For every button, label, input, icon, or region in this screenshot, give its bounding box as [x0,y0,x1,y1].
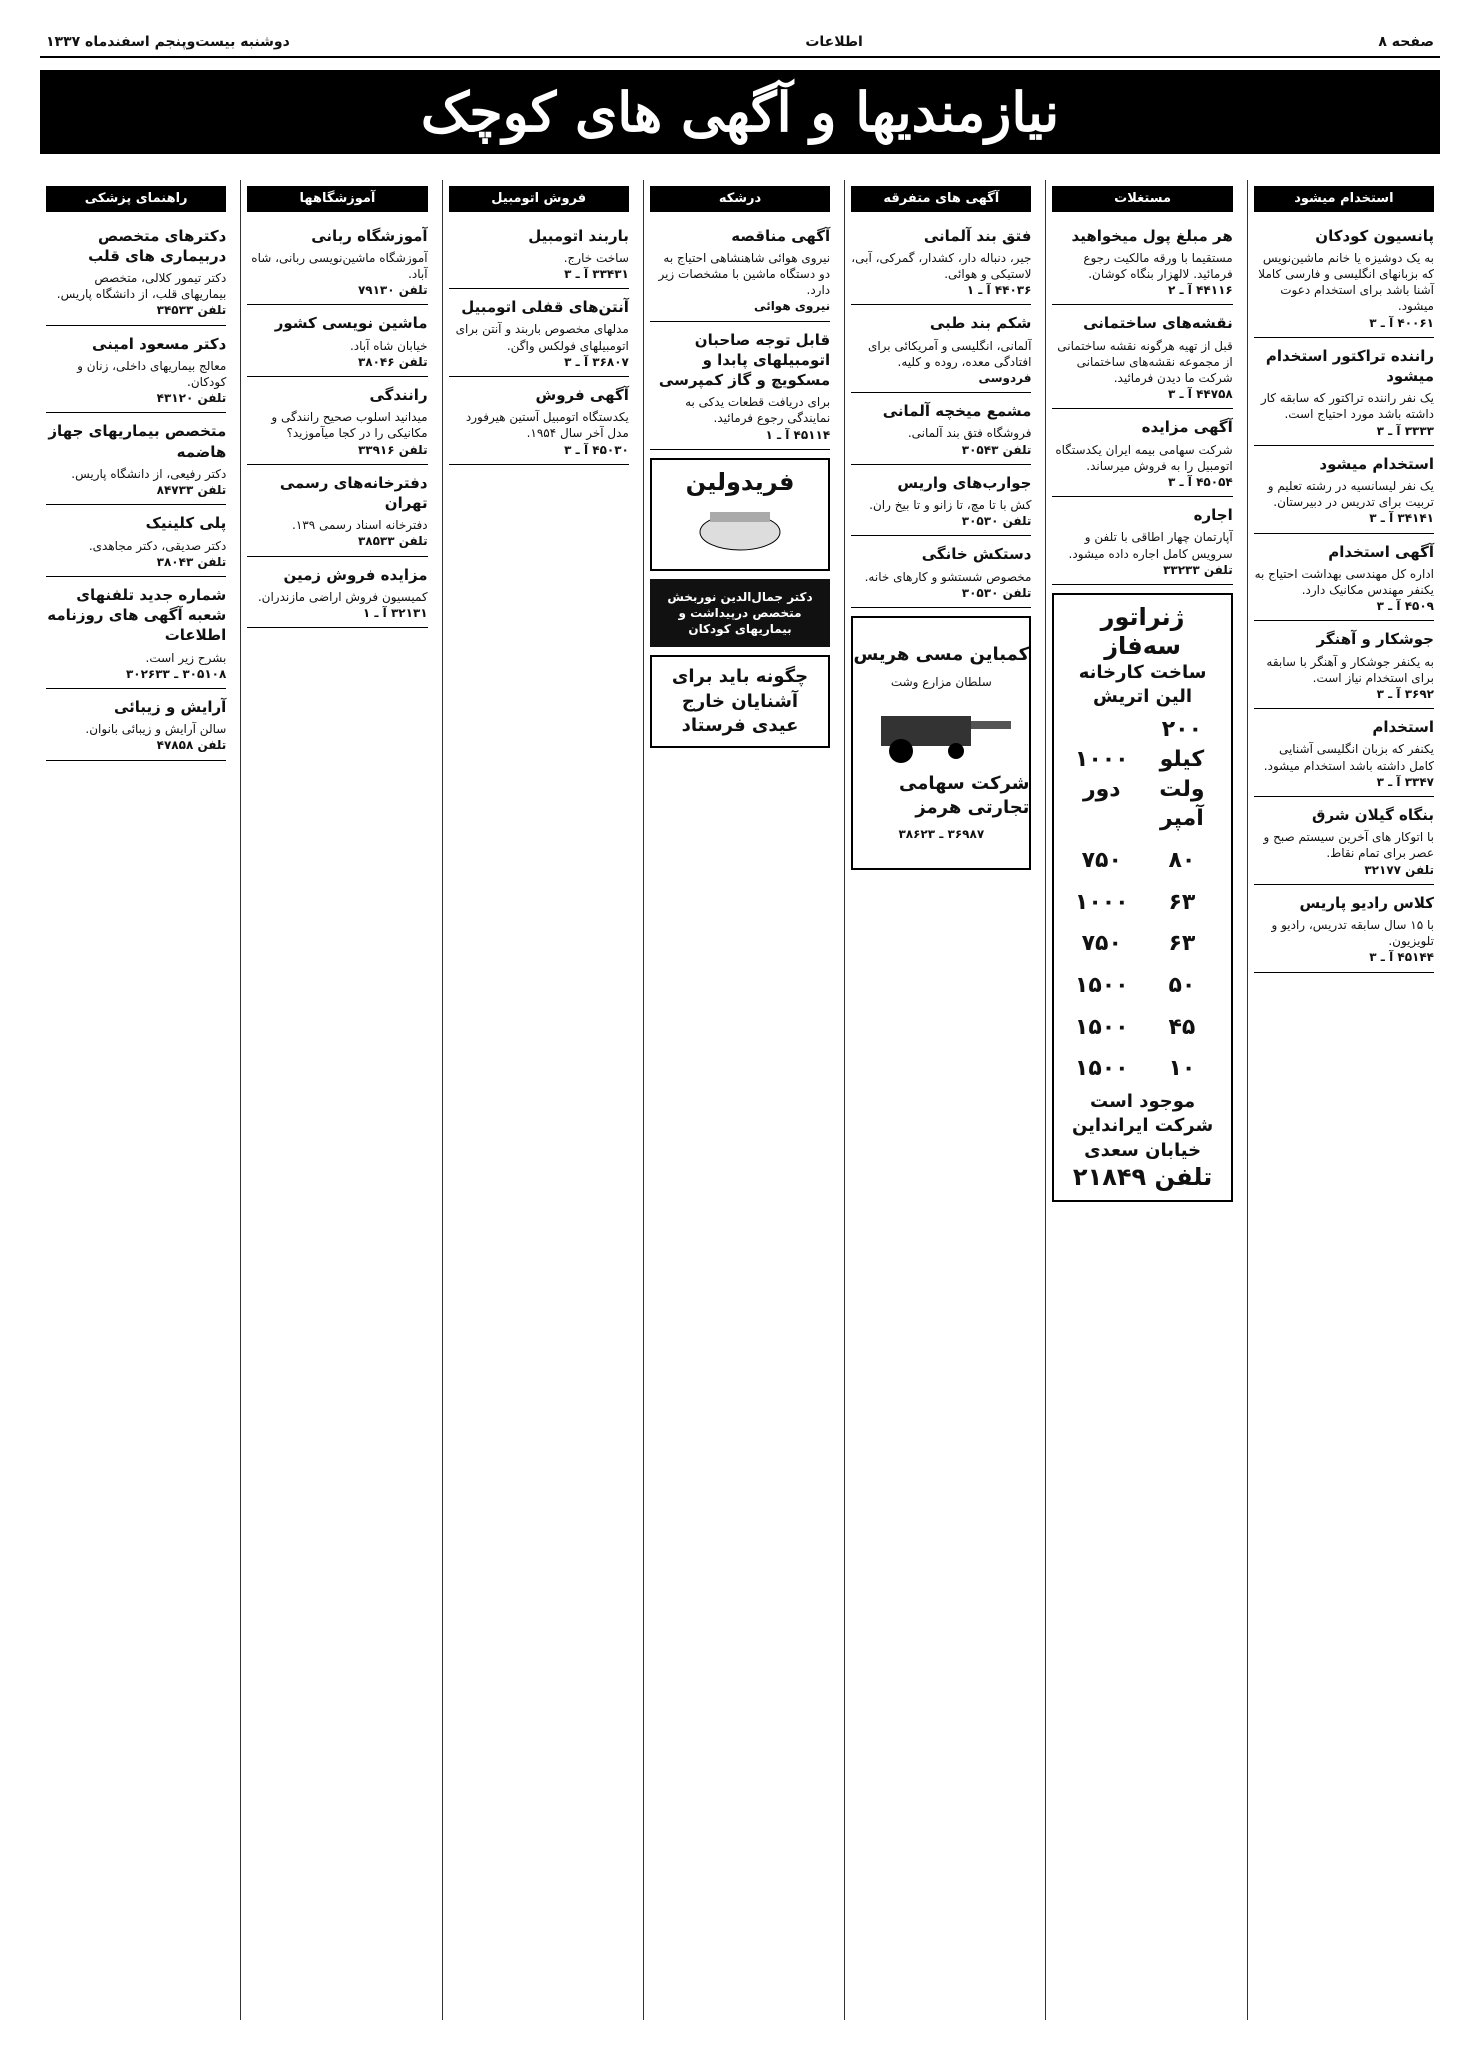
ad-block [449,218,629,290]
page-number: صفحه ۸ [1378,34,1434,50]
ad-phone: تلفن ۳۳۹۱۶ [357,442,428,457]
ad-title: آگهی مزایده [1141,418,1233,437]
table-cell: ۸۰ [1168,847,1196,873]
ad-block [247,305,427,377]
ad-block [1052,218,1232,306]
ad-phone: تلفن ۳۰۵۴۳ [961,442,1032,457]
generator-phone: تلفن ۲۱۸۴۹ [1072,1162,1213,1191]
generator-table [1062,709,1222,1090]
table-cell: ۶۳ [1168,889,1196,915]
ad-block [46,218,226,326]
ad-text: دکتر صدیقی، دکتر مجاهدی. [88,538,227,553]
generator-ad [1052,593,1232,1202]
ad-phone: فردوسی [978,370,1032,385]
doctor-ad [650,579,830,648]
ad-phone: تلفن ۴۷۸۵۸ [156,738,227,753]
ad-phone: تلفن ۷۹۱۳۰ [357,283,428,298]
column-cars [442,180,635,2020]
ad-phone: تلفن ۳۰۵۳۰ [961,514,1032,529]
ad-phone: تلفن ۴۳۱۲۰ [156,391,227,406]
ad-title: قابل توجه صاحبان اتومبیلهای پابدا و مسکویچ و گاز کمپرسی [658,330,831,390]
table-cell: ۱۰۰۰ [1074,889,1129,915]
ad-title: کلاس رادیو پاریس [1299,893,1434,912]
ad-block [1052,409,1232,497]
ad-title: ماشین نویسی کشور [274,314,428,333]
ad-block [1254,709,1434,797]
ad-block [1254,621,1434,709]
column-real-estate [1045,180,1238,2020]
ad-block [1254,797,1434,885]
ad-block [851,393,1031,465]
table-cell: ۷۵۰ [1081,931,1122,957]
ad-phone: ۳۳۴۳۱ آ ـ ۳ [564,266,629,281]
ad-text: اداره کل مهندسی بهداشت احتیاج به یکنفر مهندس مکانیک دارد. [1254,566,1434,598]
ad-text: معالج بیماریهای داخلی، زنان و کودکان. [77,358,227,390]
ad-text: با اتوکار های آخرین سیستم صبح و عصر برای تمام نقاط. [1263,830,1434,861]
column-head: استخدام میشود [1254,186,1434,212]
ad-phone: ۳۴۱۴۱ آ ـ ۳ [1369,511,1434,526]
ad-title: آنتن‌های قفلی اتومبیل [461,298,629,317]
ad-block [650,218,830,322]
abroad-title: چگونه باید برای آشنایان خارج عیدی فرستاد [671,666,809,736]
ad-block [247,465,427,557]
ad-phone: تلفن ۳۰۵۳۰ [961,585,1032,600]
ad-phone: ۳۲۱۳۱ آ ـ ۱ [362,606,428,621]
ad-block [851,465,1031,537]
ad-title: متخصص بیماریهای جهاز هاضمه [48,422,227,461]
ad-block [46,689,226,761]
ad-text: نیروی هوائی شاهنشاهی احتیاج به دو دستگاه ماشین با مشخصات زیر دارد. [658,250,831,298]
abroad-ad [650,655,830,748]
ad-text: برای دریافت قطعات یدکی به نمایندگی رجوع فرمائید. [685,395,831,426]
ad-title: جوشکار و آهنگر [1316,630,1434,649]
ad-phone: تلفن ۳۸۰۴۳ [156,554,227,569]
ad-text: دکتر رفیعی، از دانشگاه پاریس. [71,466,227,481]
ad-title: دستکش خانگی [921,545,1032,564]
column-head: آموزشگاهها [247,186,427,212]
ad-text: به یک دوشیزه یا خانم ماشین‌نویس که بزبانهای انگلیسی و فارسی کاملا آشنا باشد برای استخدام دعوت میشود. [1258,250,1434,314]
ad-block [247,377,427,465]
ad-text: یکدستگاه اتومبیل آستین هیرفورد مدل آخر سال ۱۹۵۴. [465,410,629,441]
table-header-cell: ۲۰۰ کیلو ولت آمپر [1159,717,1205,832]
ad-phone: ۳۶۸۰۷ آ ـ ۳ [564,354,629,369]
doctor-subtitle: متخصص درپیداشت و بیماریهای کودکان [678,606,802,637]
fridolin-title: فریدولین [685,467,795,496]
ad-block [449,289,629,377]
ad-title: بنگاه گیلان شرق [1312,806,1434,825]
ad-text: یک نفر لیسانسیه در رشته تعلیم و تربیت برای تدریس در دبیرستان. [1267,479,1434,510]
ad-text: یک نفر راننده تراکتور که سابقه کار داشته باشد مورد احتیاج است. [1260,391,1434,422]
ad-text: مدلهای مخصوص باربند و آنتن برای اتومبیلهای فولکس واگن. [455,322,629,353]
ad-block [851,218,1031,306]
ad-title: جوارب‌های واریس [897,473,1032,492]
ad-text: به یکنفر جوشکار و آهنگر با سابقه برای استخدام نیاز است. [1266,654,1434,685]
table-cell: ۵۰ [1168,972,1196,998]
harvester-subtitle: سلطان مزارع وشت [890,674,992,689]
ad-text: بشرح زیر است. [145,650,227,665]
ad-title: آگهی فروش [535,385,629,404]
ad-phone: ۴۵۱۴۴ آ ـ ۳ [1369,950,1434,965]
ad-block [851,536,1031,608]
ad-text: آلمانی، انگلیسی و آمریکائی برای افتادگی معده، روده و کلیه. [867,338,1032,369]
ad-title: آگهی استخدام [1328,542,1434,561]
ad-text: دفترخانه اسناد رسمی ۱۳۹. [292,518,428,533]
ad-phone: ۴۴۰۳۶ آ ـ ۱ [966,283,1032,298]
ad-title: دکتر مسعود امینی [92,334,227,353]
ad-phone: تلفن ۳۸۵۳۳ [357,534,428,549]
ad-block [650,322,830,450]
ad-phone: ۴۵۰۳۰ آ ـ ۳ [564,442,629,457]
ad-phone: ۴۵۱۱۴ آ ـ ۱ [765,427,831,442]
ad-block [1254,534,1434,622]
column-misc [844,180,1037,2020]
generator-subtitle: ساخت کارخانه الین اتریش [1078,661,1207,707]
ad-title: باربند اتومبیل [528,226,629,245]
ad-title: شکم بند طبی [929,314,1032,333]
ad-text: مستقیما با ورقه مالکیت رجوع فرمائید. لالهزار بنگاه کوشان. [1083,250,1233,281]
ad-title: آموزشگاه ربانی [311,226,428,245]
ad-phone: ۴۵۰۵۴ آ ـ ۳ [1168,474,1233,489]
ad-text: مخصوص شستشو و کارهای خانه. [864,569,1032,584]
columns [40,180,1440,2020]
generator-company: شرکت ایرانداین خیابان سعدی [1071,1115,1214,1161]
ad-text: ساخت خارج. [563,250,629,265]
ad-text: شرکت سهامی بیمه ایران یکدستگاه اتومبیل را به فروش میرساند. [1055,442,1233,473]
newspaper-page [40,30,1440,2020]
column-schools [240,180,433,2020]
table-cell: ۴۵ [1168,1014,1196,1040]
ad-title: پلی کلینیک [145,514,227,533]
ad-title: پانسیون کودکان [1315,226,1434,245]
doctor-name: دکتر جمال‌الدین نوربخش [667,589,813,604]
company-phones: ۳۶۹۸۷ ـ ۳۸۶۲۳ [898,827,985,842]
ad-text: قبل از تهیه هرگونه نقشه ساختمانی از مجموعه نقشه‌های ساختمانی شرکت ما دیدن فرمائید. [1057,338,1233,385]
ad-block [46,326,226,414]
ad-title: مزایده فروش زمین [283,565,428,584]
ad-title: اجاره [1193,506,1233,525]
ad-phone: تلفن ۳۴۵۳۳ [156,303,227,318]
newspaper-name: اطلاعات [805,34,863,50]
table-header-cell: ۱۰۰۰ دور [1074,746,1129,802]
ad-phone: ۴۴۷۵۸ آ ـ ۳ [1168,387,1233,402]
ad-text: آموزشگاه ماشین‌نویسی ربانی، شاه آباد. [251,250,428,281]
ad-title: دکترهای متخصص دربیماری های قلب [88,226,227,265]
ad-block [449,377,629,465]
ad-text: سالن آرایش و زیبائی بانوان. [85,722,227,737]
ad-text: آپارتمان چهار اطاقی با تلفن و سرویس کامل اجاره داده میشود. [1068,530,1233,561]
harvester-ad [851,616,1031,870]
ad-title: هر مبلغ پول میخواهید [1071,226,1233,245]
ad-phone: ۴۴۱۱۶ آ ـ ۲ [1168,283,1233,298]
company-name: شرکت سهامی تجارتی هرمز [899,772,1030,819]
ad-text: خیابان شاه آباد. [349,338,428,353]
page-header [40,30,1440,58]
ad-phone: ۳۶۹۲ آ ـ ۳ [1376,687,1434,702]
ad-block [1254,218,1434,338]
ad-title: استخدام [1372,718,1434,737]
ad-phone: تلفن ۳۲۱۷۷ [1364,862,1434,877]
ad-block [247,218,427,306]
generator-title: ژنراتور سه‌فاز [1100,602,1185,660]
ad-block [1254,885,1434,973]
table-cell: ۱۵۰۰ [1074,1014,1129,1040]
ad-phone: تلفن ۸۴۷۳۳ [156,483,227,498]
fridolin-ad [650,458,830,571]
ad-text: جیر، دنباله دار، کشدار، گمرکی، آبی، لاستیکی و هوائی. [851,250,1032,281]
table-cell: ۱۵۰۰ [1074,1056,1129,1082]
ad-block [1052,497,1232,585]
ad-block [1254,446,1434,534]
ad-title: راننده تراکتور استخدام میشود [1265,346,1434,385]
ad-block [851,305,1031,393]
ad-phone: ۳۳۴۷ آ ـ ۳ [1376,774,1434,789]
column-medical [40,180,232,2020]
banner-title: نیازمندیها و آگهی های کوچک [420,80,1060,144]
column-head: راهنمای پزشکی [46,186,226,212]
ad-title: فتق بند آلمانی [923,226,1032,245]
ad-block [1254,338,1434,446]
ad-title: آگهی مناقصه [731,226,831,245]
column-head: فروش اتومبیل [449,186,629,212]
ad-title: دفترخانه‌های رسمی تهران [279,473,428,513]
ad-title: رانندگی [369,385,428,404]
ad-phone: تلفن ۳۳۲۳۳ [1163,562,1233,577]
ad-title: مشمع میخچه آلمانی [882,402,1032,421]
ad-phone: ۴۵۰۹ آ ـ ۳ [1376,599,1434,614]
ad-title: استخدام میشود [1319,454,1434,473]
ad-text: فروشگاه فتق بند آلمانی. [907,426,1032,441]
harvester-title: کمباین مسی هریس [853,644,1030,666]
column-head: مستغلات [1052,186,1232,212]
ad-phone: نیروی هوائی [754,299,831,314]
ad-phone: ۳۰۵۱۰۸ ـ ۳۰۲۶۳۳ [125,666,227,681]
table-cell: ۱۵۰۰ [1074,972,1129,998]
table-cell: ۱۰ [1168,1056,1196,1082]
issue-date: دوشنبه بیست‌وپنجم اسفندماه ۱۳۳۷ [46,34,290,50]
table-cell: ۶۳ [1168,931,1196,957]
column-carriage [643,180,836,2020]
ad-text: کش با تا مچ، تا زانو و تا بیخ ران. [869,498,1032,513]
generator-availability: موجود است [1090,1091,1196,1113]
ad-block [1052,305,1232,409]
harvester-illustration [861,696,1021,766]
column-head: آگهی های متفرقه [851,186,1031,212]
ad-block [46,505,226,577]
ad-title: آرایش و زیبائی [113,698,227,717]
ad-block [46,577,226,689]
column-jobs [1247,180,1440,2020]
ad-phone: تلفن ۳۸۰۴۶ [357,354,428,369]
ad-text: میدانید اسلوب صحیح رانندگی و مکانیکی را در کجا میآموزید؟ [271,410,428,441]
ad-text: دکتر تیمور کلالی، متخصص بیماریهای قلب، از دانشگاه پاریس. [56,271,227,302]
ad-block [46,413,226,505]
appliance-illustration [680,497,800,557]
ad-title: شماره جدید تلفنهای شعبه آگهی های روزنامه اطلاعات [47,585,227,645]
ad-block [247,557,427,629]
ad-text: کمیسیون فروش اراضی مازندران. [257,589,428,604]
ad-title: نقشه‌های ساختمانی [1083,314,1233,333]
ad-phone: ۴۰۰۶۱ آ ـ ۳ [1369,315,1434,330]
ad-text: یکنفر که بزبان انگلیسی آشنایی کامل داشته باشد استخدام میشود. [1263,742,1434,773]
ad-text: با ۱۵ سال سابقه تدریس، رادیو و تلویزیون. [1271,918,1434,949]
classifieds-banner [40,70,1440,154]
column-head: درشکه [650,186,830,212]
ad-phone: ۳۳۳۳ آ ـ ۳ [1376,423,1434,438]
table-cell: ۷۵۰ [1081,847,1122,873]
